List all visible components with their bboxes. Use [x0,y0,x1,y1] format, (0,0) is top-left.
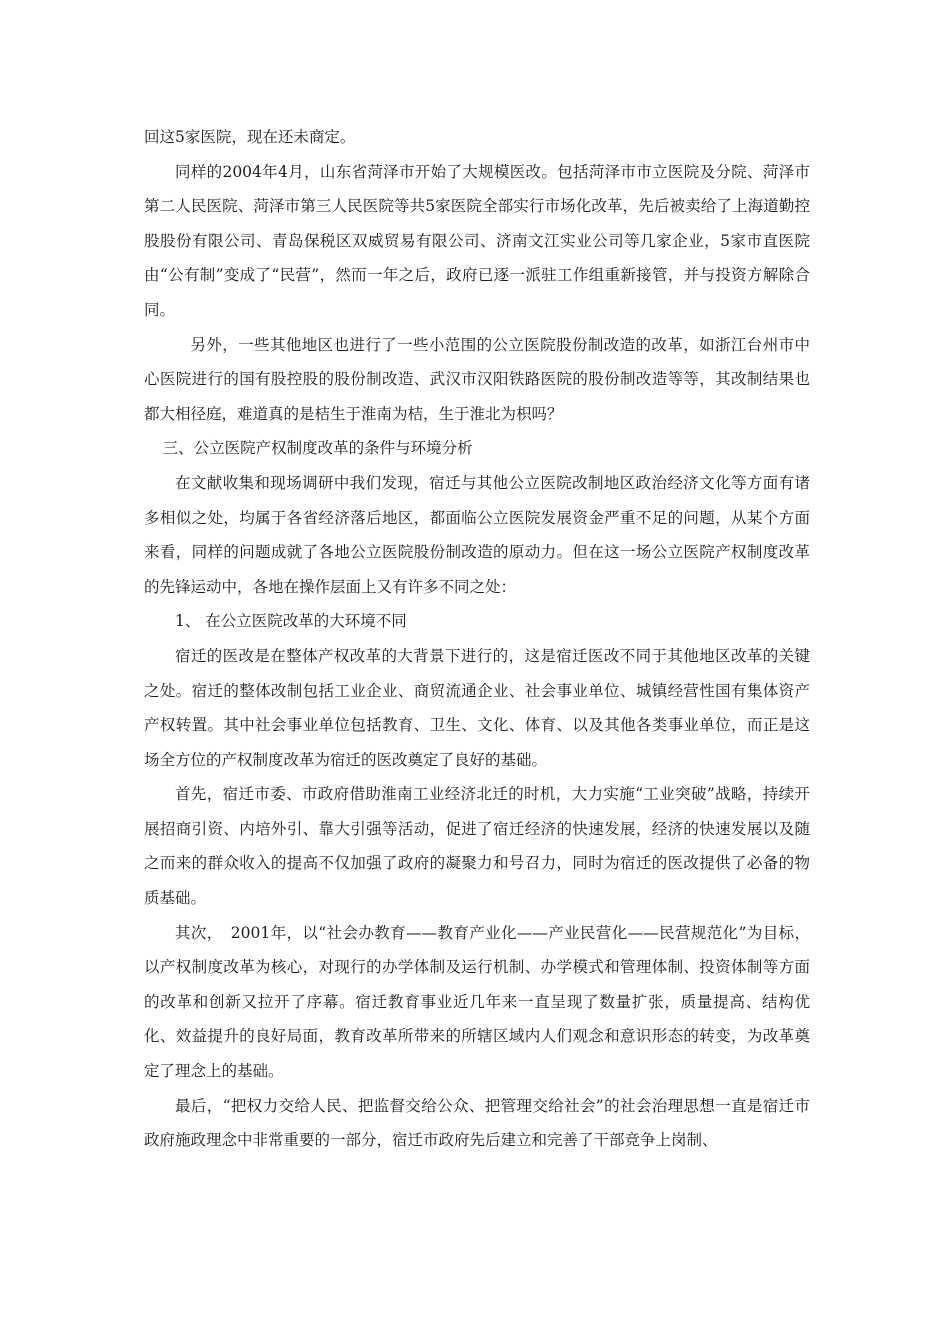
paragraph-heze-reform: 同样的2004年4月，山东省菏泽市开始了大规模医改。包括菏泽市市立医院及分院、菏泽市第二人民医院、菏泽市第三人民医院等共5家医院全部实行市场化改革，先后被卖给了上海道勤控股股份有限公司、青岛保税区双威贸易有限公司、济南文江实业公司等几家企业，5家市直医院由“公有制”变成了“民营”，然而一年之后，政府已逐一派驻工作组重新接管，并与投资方解除合同。 [144,162,810,319]
section-heading-conditions: 三、公立医院产权制度改革的条件与环境分析 [162,439,473,458]
paragraph-suqian-background: 宿迁的医改是在整体产权改革的大背景下进行的，这是宿迁医改不同于其他地区改革的关键之处。宿迁的整体改制包括工业企业、商贸流通企业、社会事业单位、城镇经营性国有集体资产产权转置。其中社会事业单位包括教育、卫生、文化、体育、以及其他各类事业单位，而正是这场全方位的产权制度改革为宿迁的医改奠定了良好的基础。 [144,646,810,769]
paragraph-other-regions: 另外，一些其他地区也进行了一些小范围的公立医院股份制改造的改革，如浙江台州市中心医院进行的国有股控股的股份制改造、武汉市汉阳铁路医院的股份制改造等等，其改制结果也都大相径庭，难道真的是桔生于淮南为桔，生于淮北为枳吗？ [144,335,810,423]
document-page [144,120,810,1158]
paragraph-continuation: 回这5家医院，现在还未商定。 [144,128,356,146]
paragraph-research-findings: 在文献收集和现场调研中我们发现，宿迁与其他公立医院改制地区政治经济文化等方面有诸多相似之处，均属于各省经济落后地区，都面临公立医院发展资金严重不足的问题，从某个方面来看，同样的问题成就了各地公立医院股份制改造的原动力。但在这一场公立医院产权制度改革的先锋运动中，各地在操作层面上又有许多不同之处： [144,473,810,596]
paragraph-first: 首先，宿迁市委、市政府借助淮南工业经济北迁的时机，大力实施“工业突破”战略，持续开展招商引资、内培外引、靠大引强等活动，促进了宿迁经济的快速发展，经济的快速发展以及随之而来的群众收入的提高不仅加强了政府的凝聚力和号召力，同时为宿迁的医改提供了必备的物质基础。 [144,785,810,908]
list-heading-environment: 1、 在公立医院改革的大环境不同 [175,612,407,631]
paragraph-second: 其次， 2001年，以“社会办教育——教育产业化——产业民营化——民营规范化”为目标，以产权制度改革为核心，对现行的办学体制及运行机制、办学模式和管理体制、投资体制等方面的改革和创新又拉开了序幕。宿迁教育事业近几年来一直呈现了数量扩张，质量提高、结构优化、效益提升的良好局面，教育改革所带来的所辖区域内人们观念和意识形态的转变，为改革奠定了理念上的基础。 [144,923,810,1081]
paragraph-last: 最后，“把权力交给人民、把监督交给公众、把管理交给社会”的社会治理思想一直是宿迁市政府施政理念中非常重要的一部分，宿迁市政府先后建立和完善了干部竞争上岗制、 [144,1096,810,1150]
